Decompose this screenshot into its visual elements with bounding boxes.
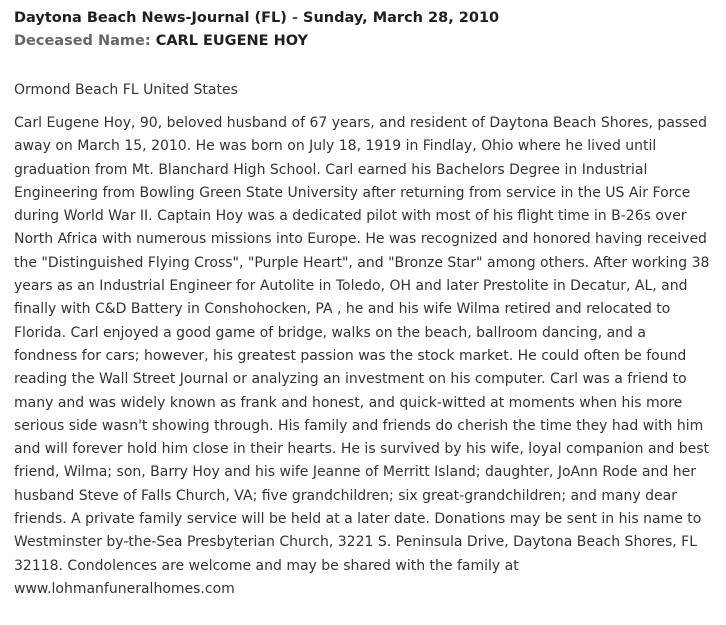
obituary-body: Carl Eugene Hoy, 90, beloved husband of 67 years, and resident of Daytona Beach Shores, passed away on March 15, 2010. He was born on July 18, 1919 in Findlay, Ohio where he lived until graduation from Mt. Blanchard High School. Carl earned his Bachelors Degree in Industrial Engineering from Bowling Green State University after returning from service in the US Air Force during World War II. Captain Hoy was a dedicated pilot with most of his flight time in B-26s over North Africa with numerous missions into Europe. He was recognized and honored having received the "Distinguished Flying Cross", "Purple Heart", and "Bronze Star" among others. After working 38 years as an Industrial Engineer for Autolite in Toledo, OH and later Prestolite in Decatur, AL, and finally with C&D Battery in Conshohocken, PA , he and his wife Wilma retired and relocated to Florida. Carl enjoyed a good game of bridge, walks on the beach, ballroom dancing, and a fondness for cars; however, his greatest passion was the stock market. He could often be found reading the Wall Street Journal or analyzing an investment on his computer. Carl was a friend to many and was widely known as frank and honest, and quick-witted at moments when his more serious side wasn't showing through. His family and friends do cherish the time they had with him and will forever hold him close in their hearts. He is survived by his wife, loyal companion and best friend, Wilma; son, Barry Hoy and his wife Jeanne of Merritt Island; daughter, JoAnn Rode and her husband Steve of Falls Church, VA; five grandchildren; six great-grandchildren; and many dear friends. A private family service will be held at a later date. Donations may be sent in his name to Westminster by-the-Sea Presbyterian Church, 3221 S. Peninsula Drive, Daytona Beach Shores, FL 32118. Condolences are welcome and may be shared with the family at www.lohmanfuneralhomes.com <box>14 115 710 597</box>
publication-date: Sunday, March 28, 2010 <box>303 10 500 26</box>
publication-line <box>14 7 712 30</box>
publication-separator: - <box>286 10 304 26</box>
deceased-label: Deceased Name: <box>14 33 156 49</box>
deceased-line <box>14 30 712 53</box>
location: Ormond Beach FL United States <box>14 82 238 98</box>
publication-source: Daytona Beach News-Journal (FL) <box>14 10 287 26</box>
deceased-name: CARL EUGENE HOY <box>155 33 309 49</box>
